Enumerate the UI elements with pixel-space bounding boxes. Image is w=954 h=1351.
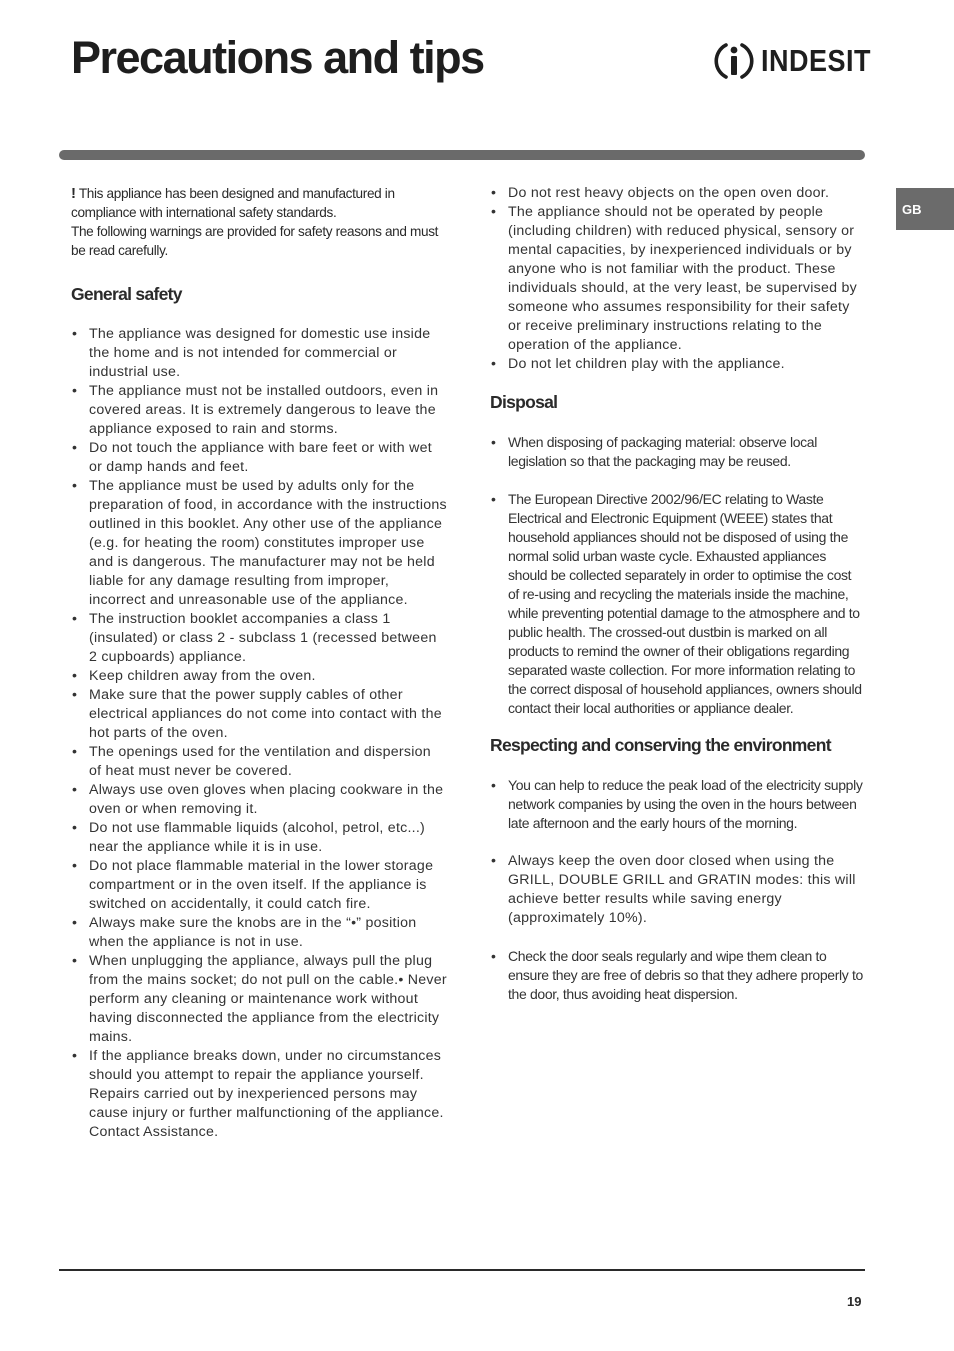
- intro-line: The following warnings are provided for safety reasons and must be read carefully.: [71, 224, 439, 258]
- bullet-icon: •: [491, 853, 497, 869]
- environment-list: [490, 776, 863, 1004]
- list-item: [71, 667, 447, 686]
- page-title: Precautions and tips: [71, 32, 484, 83]
- list-item-text: You can help to reduce the peak load of the electricity supply network companies by using the oven in the hours between late afternoon and the early hours of the morning.: [508, 777, 863, 831]
- general-safety-list: [71, 325, 447, 1142]
- list-item-text: When disposing of packaging material: observe local legislation so that the packaging may be reused.: [508, 434, 817, 469]
- list-item-text: The appliance must be used by adults only for the preparation of food, in accordance with the instructions outlined in this booklet. Any other use of the appliance (e.g. for heating the room) constitutes improper use and is dangerous. The manufacturer may not be held liable for any damage resulting from improper, incorrect and unreasonable use of the appliance.: [89, 478, 447, 608]
- list-item: [71, 1047, 447, 1142]
- bullet-icon: •: [491, 356, 497, 372]
- header-divider: [59, 150, 865, 160]
- list-item: [490, 852, 863, 928]
- list-item-text: Do not place flammable material in the lower storage compartment or in the oven itself. If the appliance is switched on accidentally, it could catch fire.: [89, 858, 434, 912]
- list-item-text: The European Directive 2002/96/EC relating to Waste Electrical and Electronic Equipment (WEEE) states that household appliances should not be disposed of using the normal solid urban waste cycle. Exhausted appliances should be collected separately in order to optimise the cost of re-using and recycling the materials inside the machine, while preventing potential damage to the atmosphere and to public health. The crossed-out dustbin is marked on all products to remind the owner of their obligations regarding separated waste collection. For more information relating to the correct disposal of household appliances, owners should contact their local authorities or appliance dealer.: [508, 491, 862, 716]
- list-item-text: Check the door seals regularly and wipe them clean to ensure they are free of debris so that they adhere properly to the door, thus avoiding heat dispersion.: [508, 948, 863, 1002]
- list-item-text: Do not touch the appliance with bare feet or with wet or damp hands and feet.: [89, 440, 432, 475]
- list-item: [490, 776, 863, 833]
- section-heading-general-safety: General safety: [71, 284, 182, 304]
- bullet-icon: •: [72, 687, 78, 703]
- list-item: [490, 947, 863, 1004]
- section-heading-environment: Respecting and conserving the environment: [490, 735, 831, 755]
- list-item: [490, 490, 863, 718]
- list-item: [490, 203, 863, 355]
- warning-icon: !: [71, 185, 76, 202]
- list-item: [71, 743, 447, 781]
- left-column: [71, 184, 447, 1142]
- list-item-text: When unplugging the appliance, always pull the plug from the mains socket; do not pull on the cable.• Never perform any cleaning or maintenance work without having disconnected the appliance from the electricity mains.: [89, 953, 447, 1045]
- list-item: [490, 355, 863, 374]
- list-item-text: Keep children away from the oven.: [89, 668, 316, 684]
- bullet-icon: •: [491, 204, 497, 220]
- bullet-icon: •: [491, 185, 497, 201]
- bullet-icon: •: [491, 491, 496, 507]
- list-item: [71, 686, 447, 743]
- list-item-text: Make sure that the power supply cables of other electrical appliances do not come into contact with the hot parts of the oven.: [89, 687, 442, 741]
- bullet-icon: •: [491, 434, 496, 450]
- list-item: [71, 325, 447, 382]
- list-item-text: Always make sure the knobs are in the “•” position when the appliance is not in use.: [89, 915, 417, 950]
- list-item: [490, 184, 863, 203]
- footer-divider: [59, 1269, 865, 1271]
- bullet-icon: •: [72, 820, 78, 836]
- list-item-text: The appliance was designed for domestic use inside the home and is not intended for commercial or industrial use.: [89, 326, 431, 380]
- intro-warning: [71, 184, 447, 260]
- language-tab[interactable]: GB: [896, 188, 954, 230]
- bullet-icon: •: [72, 383, 78, 399]
- intro-line: This appliance has been designed and manufactured in compliance with international safety standards.: [71, 186, 395, 220]
- bullet-icon: •: [72, 440, 78, 456]
- list-item-text: Do not use flammable liquids (alcohol, petrol, etc...) near the appliance while it is in use.: [89, 820, 426, 855]
- bullet-icon: •: [491, 948, 496, 964]
- list-item: [71, 477, 447, 610]
- list-item-text: The instruction booklet accompanies a class 1 (insulated) or class 2 - subclass 1 (recessed between 2 cupboards) appliance.: [89, 611, 437, 665]
- list-item-text: Do not rest heavy objects on the open oven door.: [508, 185, 830, 201]
- list-item-text: Do not let children play with the appliance.: [508, 356, 785, 372]
- bullet-icon: •: [491, 777, 496, 793]
- list-item: [71, 781, 447, 819]
- list-item: [71, 439, 447, 477]
- list-item: [490, 433, 863, 471]
- list-item: [71, 952, 447, 1047]
- list-item: [71, 819, 447, 857]
- right-column: [490, 184, 863, 1004]
- bullet-icon: •: [72, 326, 78, 342]
- list-item: [71, 610, 447, 667]
- bullet-icon: •: [72, 744, 78, 760]
- continued-safety-list: [490, 184, 863, 374]
- bullet-icon: •: [72, 1048, 78, 1064]
- bullet-icon: •: [72, 668, 78, 684]
- bullet-icon: •: [72, 915, 78, 931]
- list-item-text: The openings used for the ventilation and dispersion of heat must never be covered.: [89, 744, 431, 779]
- brand-wordmark: INDESIT: [761, 43, 872, 78]
- list-item: [71, 382, 447, 439]
- list-item: [71, 857, 447, 914]
- bullet-icon: •: [72, 611, 78, 627]
- bullet-icon: •: [72, 858, 78, 874]
- list-item-text: Always use oven gloves when placing cookware in the oven or when removing it.: [89, 782, 444, 817]
- list-item-text: The appliance should not be operated by people (including children) with reduced physical, sensory or mental capacities, by inexperienced individuals or by anyone who is not familiar with the product. These individuals should, at the very least, be supervised by someone who assumes responsibility for their safety or receive preliminary instructions relating to the operation of the appliance.: [508, 204, 857, 353]
- bullet-icon: •: [72, 478, 78, 494]
- bullet-icon: •: [72, 782, 78, 798]
- list-item-text: If the appliance breaks down, under no circumstances should you attempt to repair the appliance yourself. Repairs carried out by inexperienced persons may cause injury or further malfunctioning of the appliance. Contact Assistance.: [89, 1048, 444, 1140]
- section-heading-disposal: Disposal: [490, 392, 558, 412]
- bullet-icon: •: [72, 953, 78, 969]
- brand-logo-icon: [712, 39, 756, 83]
- disposal-list: [490, 433, 863, 718]
- list-item-text: The appliance must not be installed outdoors, even in covered areas. It is extremely dangerous to leave the appliance exposed to rain and storms.: [89, 383, 439, 437]
- page-number: 19: [847, 1294, 862, 1309]
- brand-logo: [712, 38, 871, 84]
- list-item: [71, 914, 447, 952]
- list-item-text: Always keep the oven door closed when using the GRILL, DOUBLE GRILL and GRATIN modes: this will achieve better results while saving energy (approximately 10%).: [508, 853, 856, 926]
